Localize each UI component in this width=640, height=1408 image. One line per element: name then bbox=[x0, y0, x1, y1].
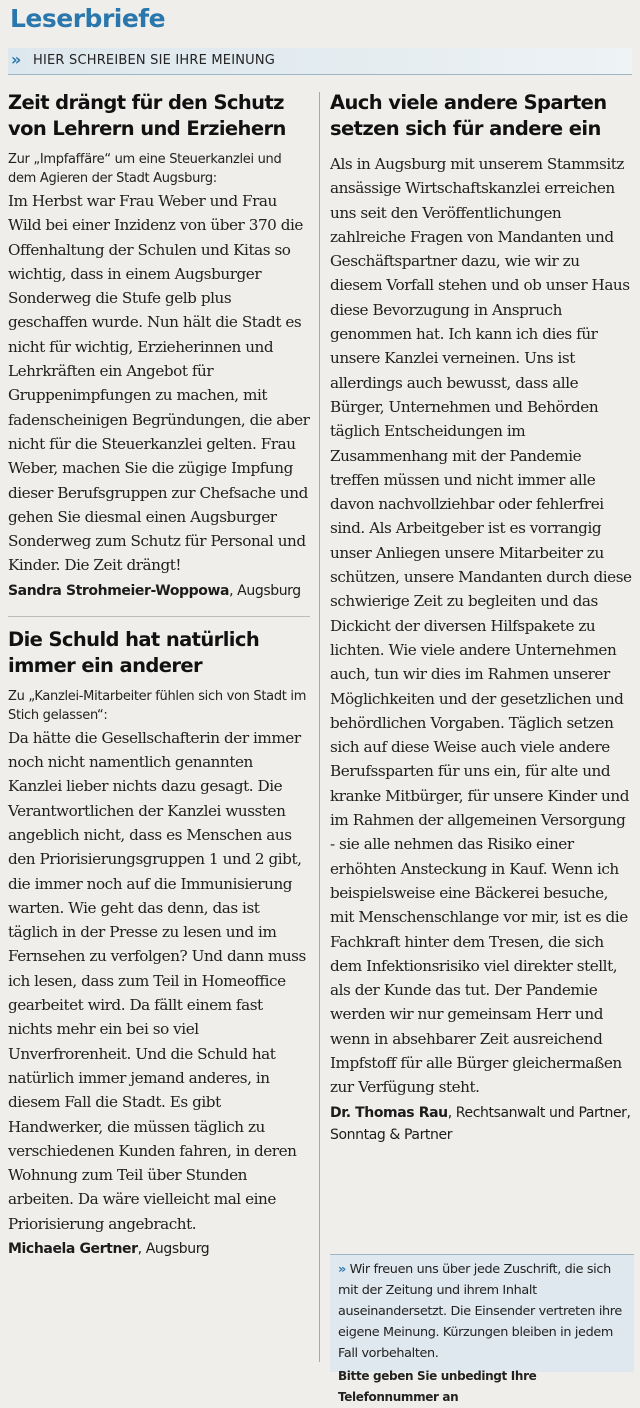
letter-3-body: Als in Augsburg mit unserem Stammsitz ansässige Wirtschaftskanzlei erreichen uns seit den Veröffentlichungen zahlreiche Fragen von Mandanten und Geschäftspartner dazu, wie wir zu diesem Vorfall stehen und ob unser Haus diese Bevorzugung in Anspruch genommen hat. Ich kann ich dies für unsere Kanzlei verneinen. Uns ist allerdings auch bewusst, dass alle Bürger, Unternehmen und Behörden täglich Entscheidungen im Zusammenhang mit der Pandemie treffen müssen und nicht immer alle davon nachvollziehbar oder fehlerfrei sind. Als Arbeitgeber ist es vorrangig unser Anliegen unsere Mitarbeiter zu schützen, unsere Mandanten durch diese schwierige Zeit zu begleiten und das Dickicht der diversen Hilfspakete zu lichten. Wie viele andere Unternehmen auch, tun wir dies im Rahmen unserer Möglichkeiten und der gesetzlichen und behördlichen Vorgaben. Täglich setzen sich auf diese Weise auch viele andere Berufssparten für uns ein, für alte und kranke Mitbürger, für unsere Kinder und im Rahmen der allgemeinen Versorgung - sie alle nehmen das Risiko einer erhöhten Ansteckung in Kauf. Wenn ich beispielsweise eine Bäckerei besuche, mit Menschenschlange vor mir, ist es die Fachkraft hinter dem Tresen, die sich dem Infektionsrisiko viel direkter stellt, als der Kunde das tut. Der Pandemie werden wir nur gemeinsam Herr und wenn in absehbarer Zeit ausreichend Impfstoff für alle Bürger gleichermaßen zur Verfügung steht. bbox=[330, 155, 632, 1097]
letter-1-signature bbox=[8, 580, 310, 602]
info-box-text: Wir freuen uns über jede Zuschrift, die sich mit der Zeitung und ihrem Inhalt auseinandersetzt. Die Einsender vertreten ihre eigene Meinung. Kürzungen bleiben in jedem Fall vorbehalten. bbox=[338, 1262, 622, 1361]
letter-3-signature bbox=[330, 1102, 634, 1146]
letter-3-place: , Rechtsanwalt und Partner, Sonntag & Partner bbox=[330, 1104, 631, 1143]
column-divider bbox=[319, 92, 320, 1362]
article-separator bbox=[8, 616, 310, 617]
letter-2-body: Da hätte die Gesellschafterin der immer noch nicht namentlich genannten Kanzlei lieber nichts dazu gesagt. Die Verantwortlichen der Kanzlei wussten angeblich nicht, dass es Menschen aus den Priorisierungsgruppen 1 und 2 gibt, die immer noch auf die Immunisierung warten. Wie geht das denn, das ist täglich in der Presse zu lesen und im Fernsehen zu verfolgen? Und dann muss ich lesen, dass zum Teil in Homeoffice gearbeitet wird. Da fällt einem fast nichts mehr ein bei so viel Unverfrorenheit. Und die Schuld hat natürlich immer jemand anderes, in diesem Fall die Stadt. Es gibt Handwerker, die müssen täglich zu verschiedenen Kunden fahren, in deren Wohnung zum Teil über Stunden arbeiten. Da wäre vielleicht mal eine Priorisierung angebracht. bbox=[8, 728, 306, 1233]
letter-2-signature bbox=[8, 1238, 310, 1260]
phone-note: Bitte geben Sie unbedingt Ihre Telefonnummer an bbox=[338, 1369, 537, 1404]
rubric-bar bbox=[8, 48, 632, 75]
letter-1-reference: Zur „Impfaffäre“ um eine Steuerkanzlei und dem Agieren der Stadt Augsburg: bbox=[8, 152, 282, 186]
letter-3-author: Dr. Thomas Rau bbox=[330, 1104, 448, 1121]
chevron-icon: » bbox=[338, 1262, 346, 1277]
letter-1-place: , Augsburg bbox=[229, 582, 301, 599]
letter-3-headline: Auch viele andere Sparten setzen sich für andere ein bbox=[330, 91, 607, 140]
letter-2-headline: Die Schuld hat natürlich immer ein anderer bbox=[8, 627, 260, 677]
section-title: Leserbriefe bbox=[10, 4, 166, 33]
rubric-text: HIER SCHREIBEN SIE IHRE MEINUNG bbox=[33, 53, 276, 68]
letter-3 bbox=[330, 90, 634, 1146]
letter-2-author: Michaela Gertner bbox=[8, 1240, 138, 1257]
letter-1-headline: Zeit drängt für den Schutz von Lehrern und Erziehern bbox=[8, 91, 286, 140]
right-column bbox=[330, 90, 634, 1146]
letter-1 bbox=[8, 90, 310, 602]
letter-2-place: , Augsburg bbox=[137, 1240, 210, 1257]
letter-1-author: Sandra Strohmeier-Woppowa bbox=[8, 582, 230, 599]
info-box bbox=[330, 1254, 634, 1404]
chevron-icon: » bbox=[11, 50, 22, 69]
letter-1-body: Im Herbst war Frau Weber und Frau Wild bei einer Inzidenz von über 370 die Offenhaltung der Schulen und Kitas so wichtig, dass in einem Augsburger Sonderweg die Stufe gelb plus geschaffen wurde. Nun hält die Stadt es nicht für wichtig, Erzieherinnen und Lehrkräften ein Angebot für Gruppenimpfungen zu machen, mit fadenscheinigen Begründungen, die aber nicht für die Steuerkanzlei gelten. Frau Weber, machen Sie die zügige Impfung dieser Berufsgruppen zur Chefsache und gehen Sie diesmal einen Augsburger Sonderweg zum Schutz für Personal und Kinder. Die Zeit drängt! bbox=[8, 192, 310, 575]
left-column bbox=[8, 90, 310, 1260]
letter-2 bbox=[8, 627, 310, 1260]
letter-2-reference: Zu „Kanzlei-Mitarbeiter fühlen sich von Stadt im Stich gelassen“: bbox=[8, 688, 307, 723]
